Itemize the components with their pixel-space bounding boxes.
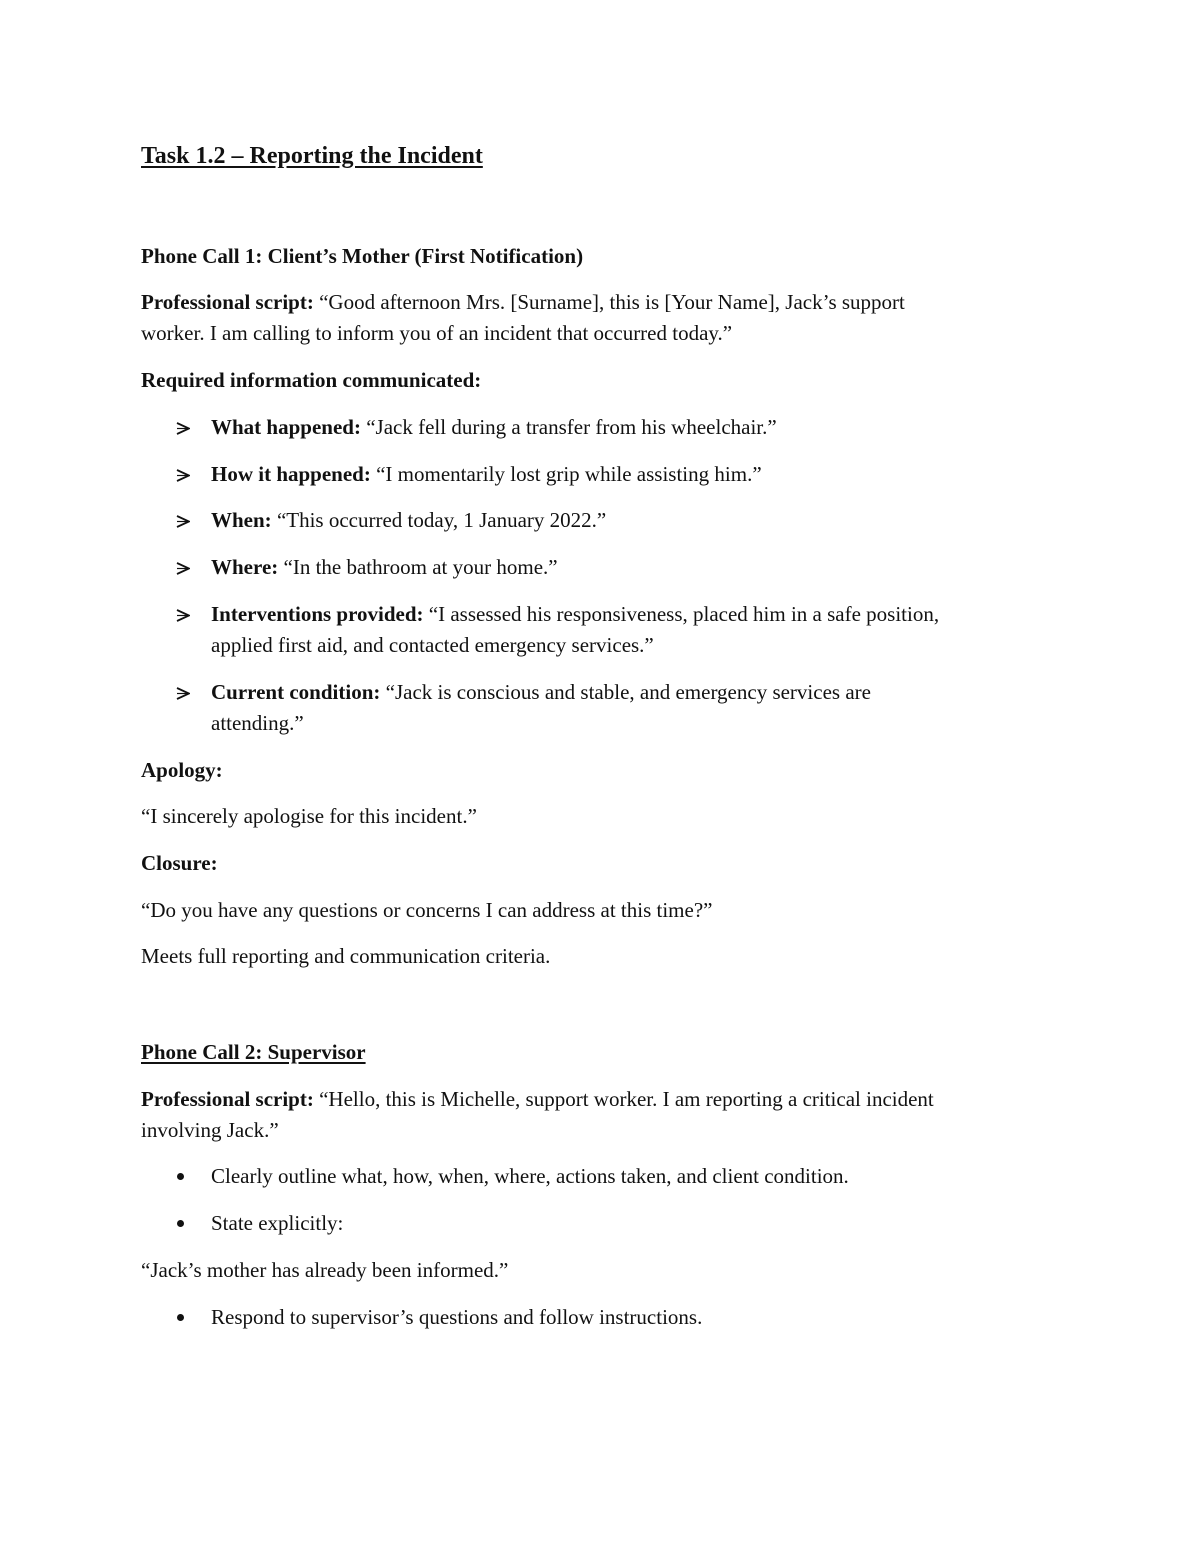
bullet-icon xyxy=(176,1302,196,1321)
list-item-text: When: “This occurred today, 1 January 2022.” xyxy=(211,508,607,532)
call1-script-line2: worker. I am calling to inform you of an incident that occurred today.” xyxy=(141,321,733,345)
call1-script-text1: “Good afternoon Mrs. [Surname], this is [Your Name], Jack’s support xyxy=(319,290,905,314)
bullet-item-text: Clearly outline what, how, when, where, actions taken, and client condition. xyxy=(211,1164,849,1188)
call2-script-line2: involving Jack.” xyxy=(141,1118,279,1142)
bullet-icon xyxy=(176,1161,196,1180)
list-item-text: Interventions provided: “I assessed his responsiveness, placed him in a safe position, applied first aid, and contacted emergency services.” xyxy=(211,602,940,657)
bullet-icon xyxy=(176,1208,196,1227)
call2-heading: Phone Call 2: Supervisor xyxy=(141,1040,366,1064)
call2-script-line1 xyxy=(141,1084,934,1115)
criteria-note: Meets full reporting and communication criteria. xyxy=(141,944,551,968)
closure-text: “Do you have any questions or concerns I can address at this time?” xyxy=(141,898,713,922)
call1-script-line1 xyxy=(141,287,905,318)
list-item-text: Where: “In the bathroom at your home.” xyxy=(211,555,558,579)
call1-script-label: Professional script: xyxy=(141,290,314,314)
closure-heading: Closure: xyxy=(141,851,218,875)
apology-heading: Apology: xyxy=(141,758,223,782)
arrowhead-icon xyxy=(176,505,196,528)
required-info-heading: Required information communicated: xyxy=(141,368,482,392)
call1-heading: Phone Call 1: Client’s Mother (First Notification) xyxy=(141,244,584,268)
list-item-text: How it happened: “I momentarily lost grip while assisting him.” xyxy=(211,462,762,486)
page-title: Task 1.2 – Reporting the Incident xyxy=(141,143,483,169)
arrowhead-icon xyxy=(176,552,196,575)
arrowhead-icon xyxy=(176,459,196,482)
call2-script-text1: “Hello, this is Michelle, support worker. I am reporting a critical incident xyxy=(319,1087,934,1111)
arrowhead-icon xyxy=(176,599,196,622)
bullet-item-text: State explicitly: xyxy=(211,1211,344,1235)
apology-text: “I sincerely apologise for this incident.” xyxy=(141,804,477,828)
informed-quote: “Jack’s mother has already been informed.” xyxy=(141,1258,509,1282)
call2-script-label: Professional script: xyxy=(141,1087,314,1111)
arrowhead-icon xyxy=(176,677,196,700)
arrowhead-icon xyxy=(176,412,196,435)
list-item-text: Current condition: “Jack is conscious and stable, and emergency services are attending.” xyxy=(211,680,871,735)
list-item-text: What happened: “Jack fell during a transfer from his wheelchair.” xyxy=(211,415,777,439)
bullet-item-text: Respond to supervisor’s questions and follow instructions. xyxy=(211,1305,703,1329)
